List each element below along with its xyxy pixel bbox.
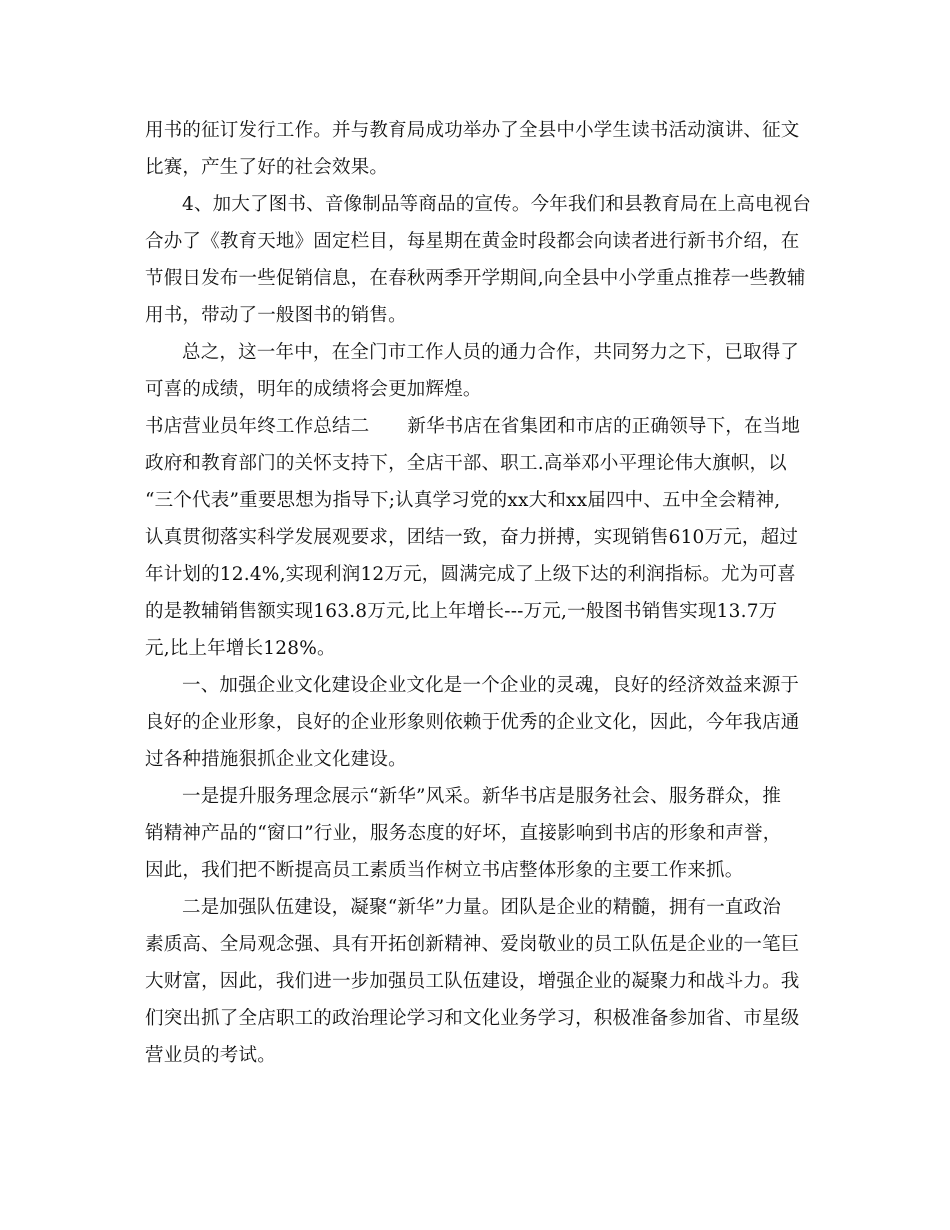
text-line: 4、加大了图书、音像制品等商品的宣传。今年我们和县教育局在上高电视台	[182, 194, 812, 215]
paragraph-order-distribution	[145, 112, 815, 186]
section-heading: 书店营业员年终工作总结二	[145, 416, 370, 437]
text-line: 元,比上年增长128%。	[145, 638, 336, 659]
text-line: 总之，这一年中，在全门市工作人员的通力合作，共同努力之下，已取得了	[182, 342, 800, 363]
text-line: 一是提升服务理念展示“新华”风采。新华书店是服务社会、服务群众，推	[182, 786, 782, 807]
text-line: 过各种措施狠抓企业文化建设。	[145, 749, 407, 770]
text-line: 因此，我们把不断提高员工素质当作树立书店整体形象的主要工作来抓。	[145, 860, 744, 881]
text-line: 年计划的12.4%,实现利润12万元，圆满完成了上级下达的利润指标。尤为可喜	[145, 564, 796, 585]
text-line: 良好的企业形象，良好的企业形象则依赖于优秀的企业文化，因此，今年我店通	[145, 712, 800, 733]
paragraph-corporate-culture	[145, 667, 815, 778]
paragraph-service-concept	[145, 778, 815, 889]
text-line: 可喜的成绩，明年的成绩将会更加辉煌。	[145, 379, 482, 400]
section-heading-line	[145, 408, 815, 445]
text-line: 二是加强队伍建设，凝聚“新华”力量。团队是企业的精髓，拥有一直政治	[182, 897, 782, 918]
text-line: “三个代表”重要思想为指导下;认真学习党的xx大和xx届四中、五中全会精神,	[145, 490, 781, 511]
text-line: 营业员的考试。	[145, 1045, 276, 1066]
text-line: 一、加强企业文化建设企业文化是一个企业的灵魂，良好的经济效益来源于	[182, 675, 800, 696]
text-line: 的是教辅销售额实现163.8万元,比上年增长---万元,一般图书销售实现13.7万	[145, 601, 778, 622]
paragraph-promotion	[145, 186, 815, 334]
text-line: 认真贯彻落实科学发展观要求，团结一致，奋力拼搏，实现销售610万元，超过	[145, 527, 799, 548]
text-line: 销精神产品的“窗口”行业，服务态度的好坏，直接影响到书店的形象和声誉，	[145, 823, 782, 844]
text-line: 用书，带动了一般图书的销售。	[145, 305, 407, 326]
text-line: 政府和教育部门的关怀支持下，全店干部、职工.高举邓小平理论伟大旗帜，以	[145, 453, 787, 474]
document-body	[145, 112, 815, 1074]
text-line: 节假日发布一些促销信息，在春秋两季开学期间,向全县中小学重点推荐一些教辅	[145, 268, 806, 289]
section-two	[145, 408, 815, 667]
text-line: 比赛，产生了好的社会效果。	[145, 157, 389, 178]
text-line: 大财富，因此，我们进一步加强员工队伍建设，增强企业的凝聚力和战斗力。我	[145, 971, 800, 992]
text-line: 素质高、全局观念强、具有开拓创新精神、爱岗敬业的员工队伍是企业的一笔巨	[145, 934, 800, 955]
paragraph-summary	[145, 334, 815, 408]
text-line: 们突出抓了全店职工的政治理论学习和文化业务学习，积极准备参加省、市星级	[145, 1008, 800, 1029]
text-line: 合办了《教育天地》固定栏目，每星期在黄金时段都会向读者进行新书介绍，在	[145, 231, 800, 252]
text-line: 用书的征订发行工作。并与教育局成功举办了全县中小学生读书活动演讲、征文	[145, 120, 800, 141]
text-line: 新华书店在省集团和市店的正确领导下，在当地	[407, 416, 801, 437]
paragraph-team-building	[145, 889, 815, 1074]
